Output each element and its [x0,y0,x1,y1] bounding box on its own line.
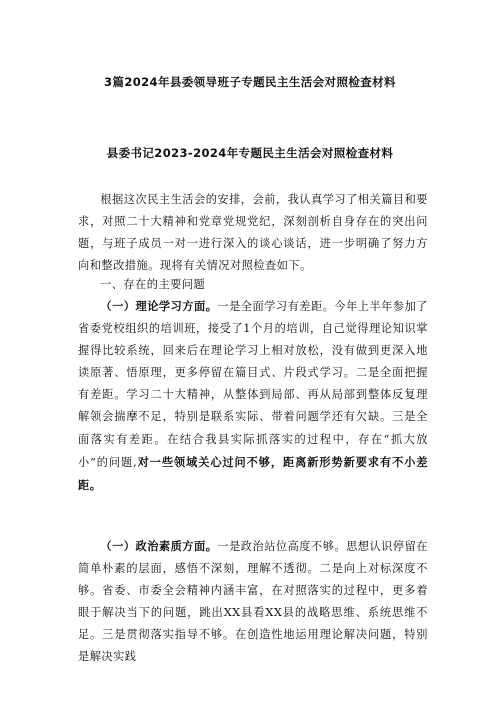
theory-body: 一是全面学习有差距。今年上半年参加了省委党校组织的培训班，接受了1个月的培训，自己觉得理论知识掌握得比较系统，回来后在理论学习上相对放松，没有做到更深入地读原著、悟原理，更多停留在篇目式、片段式学习。二是全面把握有差距。学习二十大精神，从整体到局部、再从局部到整体反复理解领会揣摩不足，特别是联系实际、带着问题学还有欠缺。三是全面落实有差距。在结合我县实际抓落实的过程中，存在“抓大放小”的问题, [78,300,428,469]
political-paragraph-text [78,535,428,669]
intro-paragraph [78,189,428,277]
theory-paragraph [78,295,428,497]
intro-text: 根据这次民主生活会的安排，会前，我认真学习了相关篇目和要求，对照二十大精神和党章党规党纪，深刻剖析自身存在的突出问题，与班子成员一对一进行深入的谈心谈话，进一步明确了努力方向和整改措施。现将有关情况对照检查如下。 [78,193,428,273]
political-label: （一）政治素质方面。 [100,539,218,553]
document-title: 3篇2024年县委领导班子专题民主生活会对照检查材料 [104,75,396,89]
theory-bold-tail: 对一些领域关心过问不够，距离新形势新要求有不小差距。 [78,454,428,492]
document-subtitle: 县委书记2023-2024年专题民主生活会对照检查材料 [106,146,394,160]
political-paragraph [78,535,428,669]
theory-label: （一）理论学习方面。 [100,299,218,313]
section-heading: 一、存在的主要问题 [100,278,206,291]
theory-paragraph-text [78,295,428,497]
political-body: 一是政治站位高度不够。思想认识停留在简单朴素的层面，感悟不深刻，理解不透彻。二是向上对标深度不够。省委、市委全会精神内涵丰富，在对照落实的过程中，更多着眼于解决当下的问题，跳出XX县看XX县的战略思维、系统思维不足。三是贯彻落实指导不够。在创造性地运用理论解决问题，特别是解决实践 [78,540,428,664]
